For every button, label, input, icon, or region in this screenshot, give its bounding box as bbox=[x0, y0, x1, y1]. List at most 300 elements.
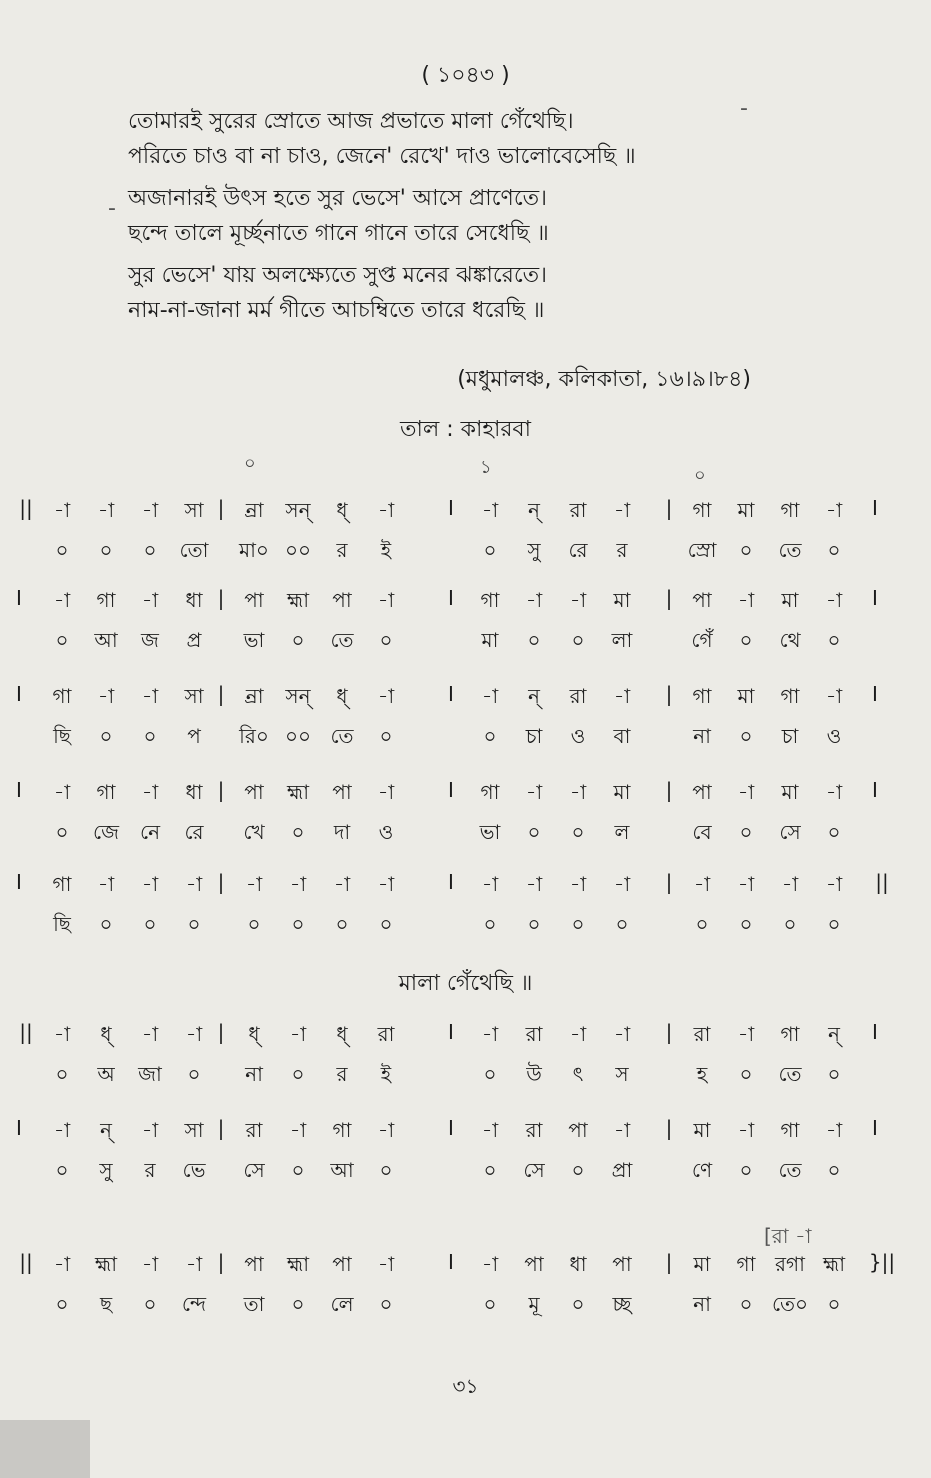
syllable-cell: ০ bbox=[527, 820, 541, 844]
swara-cell: মা bbox=[613, 588, 631, 612]
bar-line: | bbox=[217, 1020, 225, 1044]
syllable-cell: প্র bbox=[186, 628, 202, 652]
syllable-cell: লা bbox=[611, 628, 633, 652]
syllable-cell: মূ bbox=[528, 1292, 540, 1316]
swara-cell: রা bbox=[525, 1022, 543, 1046]
syllable-cell: চা bbox=[781, 724, 799, 748]
notation-swara-row bbox=[0, 870, 931, 908]
bar-line: I bbox=[448, 870, 454, 894]
swara-cell: পা bbox=[692, 588, 712, 612]
syllable-cell: ০ bbox=[739, 912, 753, 936]
bar-line: || bbox=[19, 496, 33, 520]
syllable-cell: চ্ছ bbox=[612, 1292, 632, 1316]
swara-cell: গা bbox=[52, 872, 72, 896]
notation-lyric-row bbox=[0, 626, 931, 664]
syllable-cell: ০ bbox=[291, 1062, 305, 1086]
taal-marks bbox=[0, 447, 931, 487]
syllable-cell: ০ bbox=[335, 912, 349, 936]
syllable-cell: ০ bbox=[739, 1062, 753, 1086]
swara-cell: -া bbox=[53, 780, 71, 804]
bar-line: I bbox=[872, 682, 878, 706]
syllable-cell: ০ bbox=[483, 1292, 497, 1316]
bar-line: I bbox=[448, 682, 454, 706]
syllable-cell: ০ bbox=[571, 628, 585, 652]
swara-cell: পা bbox=[332, 1252, 352, 1276]
syllable-cell: ভা bbox=[479, 820, 501, 844]
swara-cell: -া bbox=[377, 588, 395, 612]
syllable-cell: ০ bbox=[143, 724, 157, 748]
swara-cell: -া bbox=[737, 1022, 755, 1046]
swara-cell: ন্ bbox=[528, 498, 540, 522]
swara-cell: হ্মা bbox=[286, 1252, 310, 1276]
swara-cell: গা bbox=[52, 684, 72, 708]
syllable-cell: না bbox=[693, 724, 711, 748]
swara-cell: -া bbox=[333, 872, 351, 896]
source-citation: (মধুমালঞ্চ, কলিকাতা, ১৬।৯।৮৪) bbox=[457, 367, 751, 392]
syllable-cell: তে bbox=[778, 1062, 802, 1086]
syllable-cell: ০ bbox=[827, 1292, 841, 1316]
margin-dash: - bbox=[108, 196, 116, 221]
syllable-cell: ও bbox=[378, 820, 394, 844]
swara-cell: -া bbox=[185, 1022, 203, 1046]
syllable-cell: ০ bbox=[827, 1158, 841, 1182]
syllable-cell: ০ bbox=[571, 1158, 585, 1182]
syllable-cell: ০ bbox=[55, 1292, 69, 1316]
swara-cell: -া bbox=[377, 872, 395, 896]
syllable-cell: ০ bbox=[483, 1062, 497, 1086]
swara-cell: -া bbox=[53, 1252, 71, 1276]
swara-cell: -া bbox=[613, 1022, 631, 1046]
swara-cell: পা bbox=[244, 1252, 264, 1276]
syllable-cell: তে bbox=[778, 1158, 802, 1182]
swara-cell: ন্রা bbox=[244, 498, 264, 522]
notation-swara-row bbox=[0, 1020, 931, 1058]
syllable-cell: সে bbox=[779, 820, 801, 844]
syllable-cell: ০ bbox=[99, 538, 113, 562]
syllable-cell: নে bbox=[139, 820, 161, 844]
syllable-cell: প্রা bbox=[611, 1158, 633, 1182]
bar-line: I bbox=[16, 682, 22, 706]
syllable-cell: সে bbox=[523, 1158, 545, 1182]
swara-cell: ন্ bbox=[528, 684, 540, 708]
swara-cell: -া bbox=[97, 684, 115, 708]
syllable-cell: ০ bbox=[739, 724, 753, 748]
syllable-cell: ০ bbox=[483, 1158, 497, 1182]
swara-cell: -া bbox=[481, 498, 499, 522]
syllable-cell: র bbox=[616, 538, 628, 562]
syllable-cell: ০ bbox=[291, 1292, 305, 1316]
swara-cell: -া bbox=[53, 588, 71, 612]
swara-cell: -া bbox=[481, 872, 499, 896]
swara-cell: -া bbox=[481, 1118, 499, 1142]
syllable-cell: ই bbox=[380, 538, 392, 562]
syllable-cell: ০ bbox=[571, 912, 585, 936]
notation-lyric-row bbox=[0, 1156, 931, 1194]
swara-cell: -া bbox=[141, 498, 159, 522]
swara-cell: -া bbox=[377, 684, 395, 708]
syllable-cell: ০ bbox=[739, 1292, 753, 1316]
bar-line: I bbox=[16, 586, 22, 610]
bar-line: I bbox=[872, 1020, 878, 1044]
lyrics-block bbox=[128, 108, 636, 332]
bar-line: }|| bbox=[868, 1250, 896, 1274]
syllable-cell: ০ bbox=[739, 538, 753, 562]
syllable-cell: র bbox=[336, 1062, 348, 1086]
syllable-cell: ০ bbox=[55, 628, 69, 652]
bar-line: I bbox=[448, 1116, 454, 1140]
swara-cell: -া bbox=[737, 780, 755, 804]
swara-cell: -া bbox=[289, 872, 307, 896]
swara-cell: -া bbox=[185, 1252, 203, 1276]
bar-line: | bbox=[665, 1020, 673, 1044]
swara-cell: গা bbox=[780, 498, 800, 522]
swara-cell: -া bbox=[141, 780, 159, 804]
bar-line: | bbox=[217, 682, 225, 706]
swara-cell: গা bbox=[692, 498, 712, 522]
swara-cell: -া bbox=[245, 872, 263, 896]
swara-cell: হ্মা bbox=[94, 1252, 118, 1276]
bar-line: | bbox=[217, 778, 225, 802]
page-footer: ৩১ bbox=[452, 1374, 479, 1398]
bar-line: | bbox=[665, 586, 673, 610]
syllable-cell: থে bbox=[779, 628, 801, 652]
swara-cell: হ্মা bbox=[286, 588, 310, 612]
notation-lyric-row bbox=[0, 1060, 931, 1098]
margin-dash: - bbox=[740, 96, 748, 121]
syllable-cell: আ bbox=[94, 628, 118, 652]
syllable-cell: লে bbox=[330, 1292, 354, 1316]
swara-cell: রা bbox=[693, 1022, 711, 1046]
page-number: ( ১০৪৩ ) bbox=[421, 63, 510, 88]
swara-cell: ধ্ bbox=[336, 684, 348, 708]
bar-line: | bbox=[665, 870, 673, 894]
syllable-cell: ০ bbox=[291, 628, 305, 652]
swara-cell: ন্ bbox=[100, 1118, 112, 1142]
syllable-cell: ০ bbox=[483, 538, 497, 562]
bar-line: I bbox=[448, 778, 454, 802]
bar-line: I bbox=[16, 870, 22, 894]
syllable-cell: ০ bbox=[187, 912, 201, 936]
swara-cell: মা bbox=[737, 684, 755, 708]
syllable-cell: মা bbox=[481, 628, 499, 652]
swara-cell: পা bbox=[332, 780, 352, 804]
syllable-cell: রে bbox=[184, 820, 204, 844]
swara-cell: মা bbox=[781, 780, 799, 804]
taal-heading: তাল : কাহারবা bbox=[399, 417, 532, 442]
swara-cell: -া bbox=[569, 1022, 587, 1046]
bar-line: || bbox=[19, 1020, 33, 1044]
swara-cell: মা bbox=[781, 588, 799, 612]
syllable-cell: ০ bbox=[827, 538, 841, 562]
syllable-cell: ০ bbox=[55, 820, 69, 844]
swara-cell: -া bbox=[569, 780, 587, 804]
bar-line: I bbox=[448, 1020, 454, 1044]
syllable-cell: অ bbox=[97, 1062, 115, 1086]
syllable-cell: ০ bbox=[483, 724, 497, 748]
taal-mark: ১ bbox=[480, 457, 492, 478]
swara-cell: -া bbox=[141, 1118, 159, 1142]
syllable-cell: ০ bbox=[827, 820, 841, 844]
syllable-cell: ০০ bbox=[284, 538, 311, 562]
swara-cell: -া bbox=[825, 1118, 843, 1142]
bar-line: | bbox=[217, 1250, 225, 1274]
swara-cell: -া bbox=[613, 1118, 631, 1142]
syllable-cell: র bbox=[144, 1158, 156, 1182]
swara-cell: -া bbox=[737, 588, 755, 612]
syllable-cell: তে bbox=[330, 724, 354, 748]
syllable-cell: উ bbox=[526, 1062, 542, 1086]
syllable-cell: তে bbox=[778, 538, 802, 562]
swara-cell: পা bbox=[692, 780, 712, 804]
swara-cell: -া bbox=[377, 1118, 395, 1142]
bar-line: | bbox=[665, 682, 673, 706]
syllable-cell: ০ bbox=[143, 912, 157, 936]
syllable-cell: ০ bbox=[379, 628, 393, 652]
syllable-cell: ই bbox=[380, 1062, 392, 1086]
syllable-cell: বে bbox=[692, 820, 712, 844]
syllable-cell: ০ bbox=[739, 820, 753, 844]
swara-cell: হ্মা bbox=[822, 1252, 846, 1276]
lyric-line: ছন্দে তালে মূর্চ্ছনাতে গানে গানে তারে সেধেছি ॥ bbox=[128, 221, 549, 246]
swara-cell: মা bbox=[693, 1252, 711, 1276]
swara-cell: ধ্ bbox=[248, 1022, 260, 1046]
notation-swara-row bbox=[0, 778, 931, 816]
swara-cell: রা bbox=[569, 684, 587, 708]
syllable-cell: হ bbox=[696, 1062, 708, 1086]
syllable-cell: ০০ bbox=[284, 724, 311, 748]
syllable-cell: ০ bbox=[55, 538, 69, 562]
lyric-line: সুর ভেসে' যায় অলক্ষ্যেতে সুপ্ত মনের ঝঙ্কারেতে। bbox=[128, 263, 548, 288]
scan-shadow bbox=[0, 1420, 90, 1478]
swara-cell: -া bbox=[141, 588, 159, 612]
syllable-cell: ছি bbox=[53, 724, 71, 748]
swara-cell: ধ্ bbox=[336, 1022, 348, 1046]
swara-cell: সন্ bbox=[285, 684, 311, 708]
swara-cell: গা bbox=[780, 684, 800, 708]
syllable-cell: প bbox=[187, 724, 201, 748]
syllable-cell: না bbox=[693, 1292, 711, 1316]
swara-cell: -া bbox=[377, 498, 395, 522]
swara-cell: গা bbox=[480, 780, 500, 804]
swara-cell: গা bbox=[480, 588, 500, 612]
swara-cell: -া bbox=[141, 1252, 159, 1276]
swara-cell: রা bbox=[569, 498, 587, 522]
swara-cell: -া bbox=[377, 780, 395, 804]
taal-mark: ০ bbox=[244, 453, 256, 474]
syllable-cell: ০ bbox=[99, 724, 113, 748]
swara-cell: রা bbox=[377, 1022, 395, 1046]
syllable-cell: ০ bbox=[739, 1158, 753, 1182]
swara-cell: -া bbox=[825, 498, 843, 522]
syllable-cell: ০ bbox=[615, 912, 629, 936]
swara-cell: ধা bbox=[185, 588, 203, 612]
syllable-cell: জে bbox=[92, 820, 119, 844]
swara-cell: -া bbox=[825, 588, 843, 612]
swara-cell: -া bbox=[53, 1022, 71, 1046]
bar-line: | bbox=[665, 1250, 673, 1274]
syllable-cell: ০ bbox=[695, 912, 709, 936]
swara-cell: মা bbox=[613, 780, 631, 804]
notation-lyric-row bbox=[0, 536, 931, 574]
swara-cell: সা bbox=[184, 684, 204, 708]
bar-line: | bbox=[217, 1116, 225, 1140]
syllable-cell: ০ bbox=[827, 628, 841, 652]
syllable-cell: ০ bbox=[247, 912, 261, 936]
swara-cell: সন্ bbox=[285, 498, 311, 522]
notation-swara-row bbox=[0, 1250, 931, 1288]
bar-line: I bbox=[448, 496, 454, 520]
swara-cell: পা bbox=[612, 1252, 632, 1276]
swara-cell: গা bbox=[692, 684, 712, 708]
swara-cell: -া bbox=[53, 1118, 71, 1142]
syllable-cell: রি০ bbox=[239, 724, 269, 748]
bar-line: I bbox=[16, 1116, 22, 1140]
syllable-cell: আ bbox=[330, 1158, 354, 1182]
syllable-cell: ০ bbox=[55, 1062, 69, 1086]
syllable-cell: গেঁ bbox=[691, 628, 713, 652]
syllable-cell: সু bbox=[99, 1158, 113, 1182]
bar-line: I bbox=[448, 1250, 454, 1274]
syllable-cell: ভা bbox=[243, 628, 265, 652]
taal-mark: ০ bbox=[694, 465, 706, 486]
bar-line: I bbox=[872, 778, 878, 802]
swara-cell: -া bbox=[737, 1118, 755, 1142]
interlude-text: মালা গেঁথেছি ॥ bbox=[398, 971, 533, 996]
swara-cell: -া bbox=[481, 1252, 499, 1276]
swara-cell: -া bbox=[141, 684, 159, 708]
syllable-cell: ০ bbox=[143, 538, 157, 562]
swara-cell: পা bbox=[332, 588, 352, 612]
swara-cell: ধা bbox=[185, 780, 203, 804]
syllable-cell: ০ bbox=[291, 912, 305, 936]
swara-cell: -া bbox=[825, 872, 843, 896]
syllable-cell: ন্দে bbox=[181, 1292, 207, 1316]
syllable-cell: রে bbox=[568, 538, 588, 562]
syllable-cell: ও bbox=[826, 724, 842, 748]
swara-cell: রা bbox=[245, 1118, 263, 1142]
swara-cell: ধ্ bbox=[336, 498, 348, 522]
syllable-cell: ছি bbox=[53, 912, 71, 936]
syllable-cell: তো bbox=[179, 538, 209, 562]
syllable-cell: ০ bbox=[783, 912, 797, 936]
bar-line: I bbox=[872, 586, 878, 610]
swara-cell: -া bbox=[613, 872, 631, 896]
swara-cell: পা bbox=[244, 588, 264, 612]
swara-cell: -া bbox=[525, 588, 543, 612]
swara-cell: -া bbox=[97, 872, 115, 896]
syllable-cell: ০ bbox=[827, 1062, 841, 1086]
swara-cell: পা bbox=[524, 1252, 544, 1276]
syllable-cell: ০ bbox=[143, 1292, 157, 1316]
swara-cell: -া bbox=[569, 588, 587, 612]
swara-cell: গা bbox=[96, 780, 116, 804]
swara-cell: ধা bbox=[569, 1252, 587, 1276]
syllable-cell: ০ bbox=[379, 724, 393, 748]
swara-cell: -া bbox=[141, 872, 159, 896]
bar-line: | bbox=[217, 870, 225, 894]
syllable-cell: র bbox=[336, 538, 348, 562]
notation-swara-row bbox=[0, 682, 931, 720]
syllable-cell: ও bbox=[570, 724, 586, 748]
swara-cell: -া bbox=[781, 872, 799, 896]
syllable-cell: স্রো bbox=[687, 538, 717, 562]
swara-cell: -া bbox=[53, 498, 71, 522]
swara-cell: -া bbox=[481, 684, 499, 708]
syllable-cell: ০ bbox=[571, 820, 585, 844]
syllable-cell: ০ bbox=[55, 1158, 69, 1182]
swara-cell: -া bbox=[613, 684, 631, 708]
swara-cell: ন্রা bbox=[244, 684, 264, 708]
syllable-cell: খে bbox=[243, 820, 265, 844]
syllable-cell: তে০ bbox=[771, 1292, 809, 1316]
bar-line: I bbox=[16, 778, 22, 802]
syllable-cell: ০ bbox=[827, 912, 841, 936]
syllable-cell: দা bbox=[333, 820, 351, 844]
syllable-cell: ০ bbox=[527, 912, 541, 936]
syllable-cell: সে bbox=[243, 1158, 265, 1182]
notation-lyric-row bbox=[0, 910, 931, 948]
syllable-cell: ৎ bbox=[572, 1062, 584, 1086]
swara-cell: রগা bbox=[775, 1252, 805, 1276]
swara-cell: ধ্ bbox=[100, 1022, 112, 1046]
syllable-cell: ০ bbox=[483, 912, 497, 936]
lyric-line: নাম-না-জানা মর্ম গীতে আচম্বিতে তারে ধরেছি ॥ bbox=[128, 298, 545, 323]
swara-cell: ন্ bbox=[828, 1022, 840, 1046]
swara-cell: -া bbox=[289, 1022, 307, 1046]
notation-lyric-row bbox=[0, 722, 931, 760]
bar-line: || bbox=[19, 1250, 33, 1274]
swara-cell: -া bbox=[525, 780, 543, 804]
syllable-cell: ০ bbox=[187, 1062, 201, 1086]
syllable-cell: ০ bbox=[527, 628, 541, 652]
swara-cell: -া bbox=[825, 684, 843, 708]
notation-swara-row bbox=[0, 496, 931, 534]
lyric-line: পরিতে চাও বা না চাও, জেনে' রেখে' দাও ভালোবেসেছি ॥ bbox=[128, 144, 636, 169]
swara-cell: গা bbox=[780, 1022, 800, 1046]
bar-line: | bbox=[665, 496, 673, 520]
swara-cell: -া bbox=[289, 1118, 307, 1142]
syllable-cell: ০ bbox=[379, 1158, 393, 1182]
bar-line: I bbox=[872, 1116, 878, 1140]
syllable-cell: ল bbox=[614, 820, 630, 844]
bar-line: I bbox=[448, 586, 454, 610]
swara-cell: মা bbox=[693, 1118, 711, 1142]
bar-line: I bbox=[872, 496, 878, 520]
swara-cell: গা bbox=[780, 1118, 800, 1142]
syllable-cell: স bbox=[615, 1062, 629, 1086]
syllable-cell: বা bbox=[613, 724, 631, 748]
swara-cell: মা bbox=[737, 498, 755, 522]
notation-lyric-row bbox=[0, 1290, 931, 1328]
lyric-line: অজানারই উৎস হতে সুর ভেসে' আসে প্রাণেতে। bbox=[128, 186, 548, 211]
swara-cell: রা bbox=[525, 1118, 543, 1142]
swara-cell: -া bbox=[97, 498, 115, 522]
swara-cell: পা bbox=[568, 1118, 588, 1142]
swara-cell: হ্মা bbox=[286, 780, 310, 804]
syllable-cell: না bbox=[245, 1062, 263, 1086]
swara-cell: গা bbox=[332, 1118, 352, 1142]
notation-swara-row bbox=[0, 586, 931, 624]
swara-cell: -া bbox=[141, 1022, 159, 1046]
bar-line: | bbox=[217, 586, 225, 610]
syllable-cell: ০ bbox=[291, 1158, 305, 1182]
syllable-cell: ভে bbox=[182, 1158, 206, 1182]
swara-cell: সা bbox=[184, 498, 204, 522]
swara-cell: সা bbox=[184, 1118, 204, 1142]
syllable-cell: সু bbox=[527, 538, 541, 562]
bar-line: | bbox=[665, 1116, 673, 1140]
bar-line: || bbox=[875, 870, 889, 894]
